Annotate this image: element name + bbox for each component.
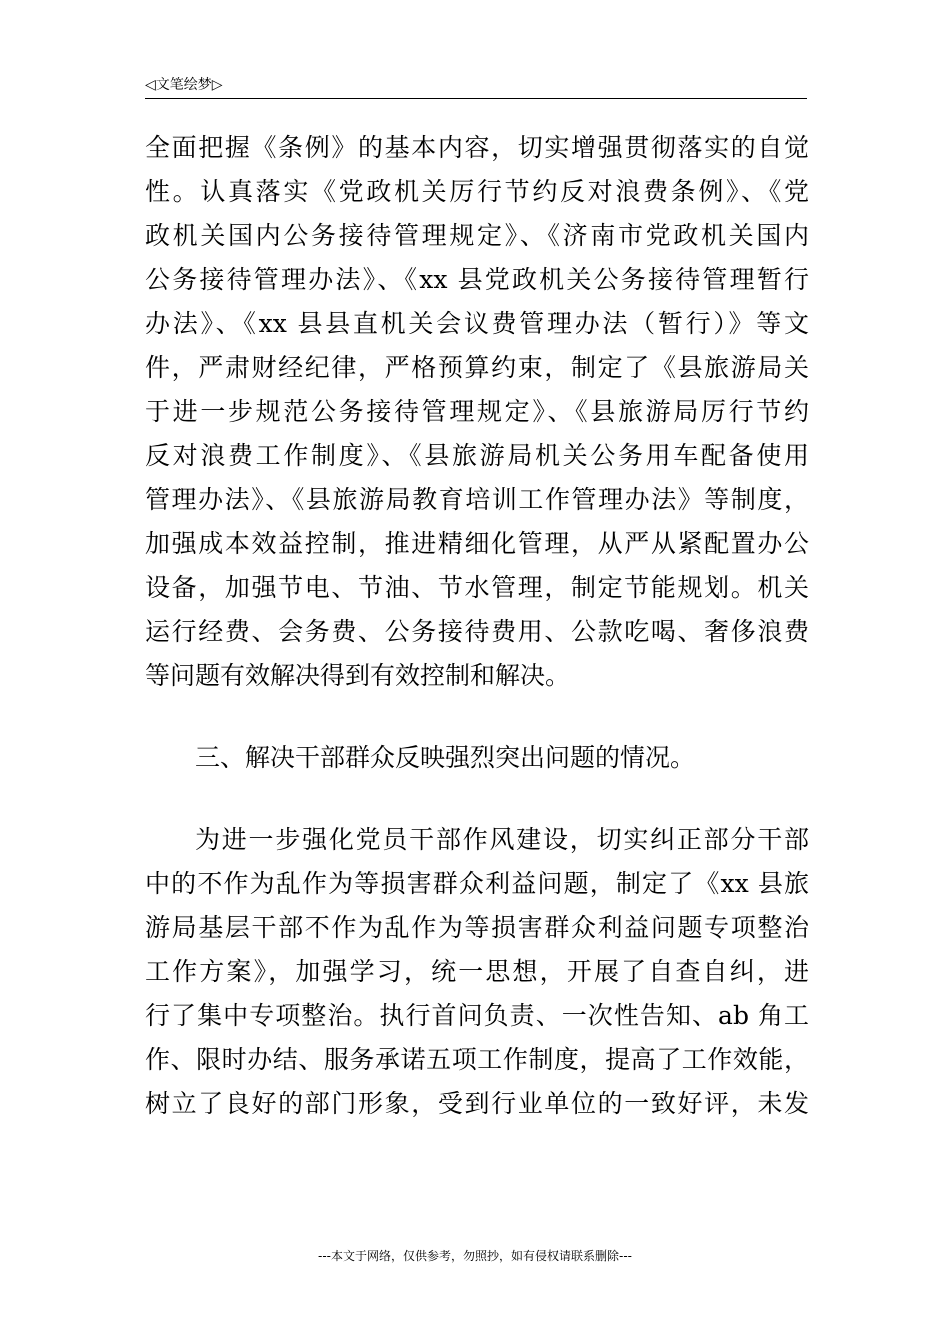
- text-line: 树立了良好的部门形象，受到行业单位的一致好评，未发: [145, 1089, 809, 1118]
- text-line: 等问题有效解决得到有效控制和解决。: [145, 661, 571, 690]
- text-line: 游局基层干部不作为乱作为等损害群众利益问题专项整治: [145, 913, 809, 942]
- text-line: 加强成本效益控制，推进精细化管理，从严从紧配置办公: [145, 529, 809, 558]
- document-body: [145, 126, 809, 1126]
- text-line: 办法》、《xx 县县直机关会议费管理办法（暂行）》等文: [145, 309, 809, 338]
- paragraph-2: [145, 818, 809, 1126]
- footer-disclaimer: ---本文于网络，仅供参考，勿照抄，如有侵权请联系删除---: [318, 1249, 632, 1263]
- section-heading: 三、解决干部群众反映强烈突出问题的情况。: [195, 743, 696, 772]
- text-line: 反对浪费工作制度》、《县旅游局机关公务用车配备使用: [145, 441, 809, 470]
- text-line: 政机关国内公务接待管理规定》、《济南市党政机关国内: [145, 221, 809, 250]
- text-line: 于进一步规范公务接待管理规定》、《县旅游局厉行节约: [145, 397, 809, 426]
- page-footer: [0, 1248, 950, 1264]
- text-line: 性。认真落实《党政机关厉行节约反对浪费条例》、《党: [145, 177, 809, 206]
- text-line: 为进一步强化党员干部作风建设，切实纠正部分干部: [195, 825, 809, 854]
- text-line: 件，严肃财经纪律，严格预算约束，制定了《县旅游局关: [145, 353, 809, 382]
- paragraph-1: [145, 126, 809, 698]
- text-line: 作、限时办结、服务承诺五项工作制度，提高了工作效能，: [145, 1045, 809, 1074]
- text-line: 中的不作为乱作为等损害群众利益问题，制定了《xx 县旅: [145, 869, 809, 898]
- header-title: ◁文笔绘梦▷: [145, 77, 223, 93]
- text-line: 行了集中专项整治。执行首问负责、一次性告知、ab 角工: [145, 1001, 809, 1030]
- text-line: 设备，加强节电、节油、节水管理，制定节能规划。机关: [145, 573, 809, 602]
- page-header: [145, 74, 807, 99]
- text-line: 工作方案》，加强学习，统一思想，开展了自查自纠，进: [145, 957, 809, 986]
- text-line: 公务接待管理办法》、《xx 县党政机关公务接待管理暂行: [145, 265, 809, 294]
- text-line: 运行经费、会务费、公务接待费用、公款吃喝、奢侈浪费: [145, 617, 809, 646]
- text-line: 全面把握《条例》的基本内容，切实增强贯彻落实的自觉: [145, 133, 809, 162]
- text-line: 管理办法》、《县旅游局教育培训工作管理办法》等制度，: [145, 485, 809, 514]
